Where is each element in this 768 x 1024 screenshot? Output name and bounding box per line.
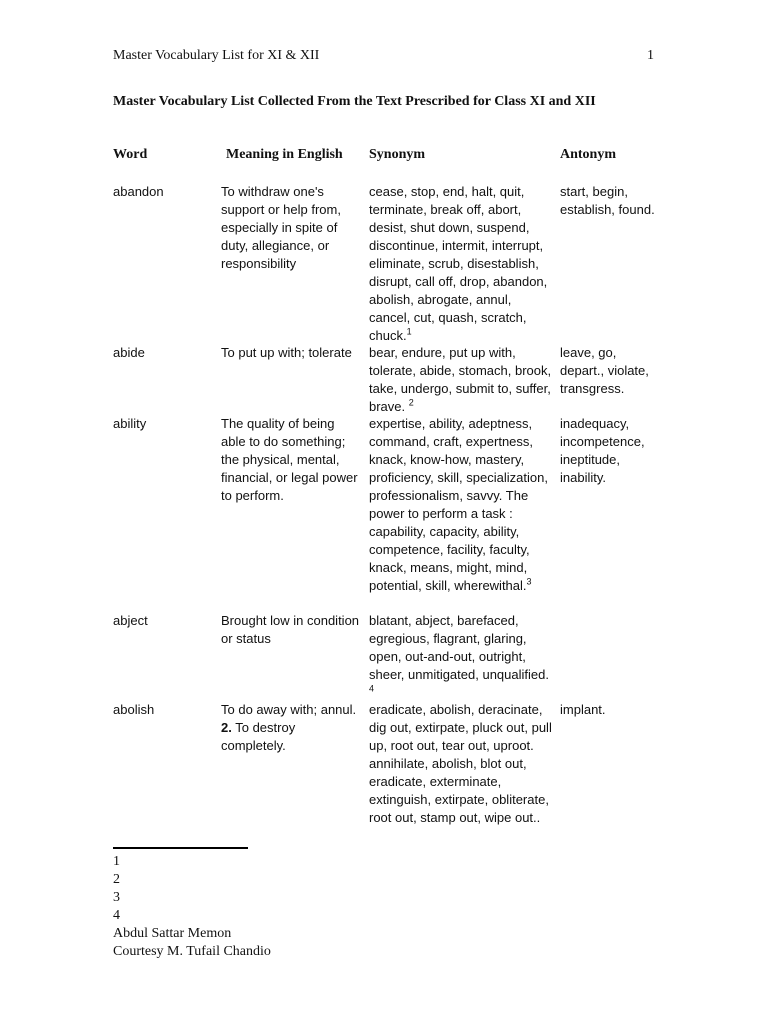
- footnote-ref[interactable]: 2: [408, 397, 414, 408]
- column-header-antonym: Antonym: [560, 147, 617, 162]
- meaning-text: To do away with; annul.: [221, 702, 357, 717]
- antonym-cell: implant.: [560, 702, 606, 717]
- meaning-cell: Brought low in condition or status: [221, 613, 360, 646]
- word-cell: abide: [113, 345, 145, 360]
- document-title: Master Vocabulary List Collected From the Text Prescribed for Class XI and XII: [113, 94, 596, 109]
- footnote-number: 1: [113, 854, 120, 869]
- synonym-text: bear, endure, put up with, tolerate, abide, stomach, brook, take, undergo, submit to, suffer, brave.: [369, 345, 552, 414]
- footnote-ref[interactable]: 3: [526, 576, 532, 587]
- page-number: 1: [647, 48, 654, 63]
- meaning-text: To destroy completely.: [221, 720, 296, 753]
- antonym-cell: start, begin, establish, found.: [560, 184, 655, 217]
- synonym-cell: [369, 344, 552, 416]
- footnote-ref[interactable]: 1: [406, 326, 412, 337]
- word-cell: abandon: [113, 184, 164, 199]
- courtesy-line: Courtesy M. Tufail Chandio: [113, 944, 271, 959]
- footnote-number: 3: [113, 890, 120, 905]
- column-header-word: Word: [113, 147, 148, 162]
- footnote-number: 2: [113, 872, 120, 887]
- synonym-cell: [369, 612, 552, 702]
- footnote-ref[interactable]: 4: [369, 683, 375, 694]
- running-header: Master Vocabulary List for XI & XII: [113, 48, 320, 63]
- meaning-cell: To withdraw one's support or help from, especially in spite of duty, allegiance, or responsibility: [221, 184, 341, 271]
- word-cell: abolish: [113, 702, 155, 717]
- word-cell: abject: [113, 613, 148, 628]
- footnote-number: 4: [113, 908, 120, 923]
- footnote-separator: [113, 847, 248, 849]
- meaning-cell: To put up with; tolerate: [221, 345, 352, 360]
- meaning-cell: [221, 701, 361, 755]
- synonym-text: cease, stop, end, halt, quit, terminate, break off, abort, desist, shut down, suspend, discontinue, intermit, interrupt, eliminate, scrub, disestablish, disrupt, call off, drop, abandon, abolish, abrogate, annul, cancel, cut, quash, scratch, chuck.: [369, 184, 548, 343]
- synonym-text: blatant, abject, barefaced, egregious, flagrant, glaring, open, out-and-out, outright, sheer, unmitigated, unqualified.: [369, 613, 549, 682]
- synonym-cell: eradicate, abolish, deracinate, dig out, extirpate, pluck out, pull up, root out, tear out, uproot. annihilate, abolish, blot out, eradicate, exterminate, extinguish, extirpate, obliterate, root out, stamp out, wipe out..: [369, 702, 552, 825]
- author-name: Abdul Sattar Memon: [113, 926, 232, 941]
- antonym-cell: leave, go, depart., violate, transgress.: [560, 345, 649, 396]
- synonym-text: expertise, ability, adeptness, command, craft, expertness, knack, know-how, mastery, proficiency, skill, specialization, professionalism, savvy. The power to perform a task : capability, capacity, ability, competence, facility, faculty, knack, means, might, mind, potential, skill, wherewithal.: [369, 416, 548, 593]
- synonym-cell: [369, 415, 552, 595]
- column-header-meaning: Meaning in English: [226, 147, 343, 162]
- synonym-cell: [369, 183, 552, 345]
- sense-number: 2.: [221, 720, 232, 735]
- antonym-cell: inadequacy, incompetence, ineptitude, inability.: [560, 416, 645, 485]
- meaning-cell: The quality of being able to do something; the physical, mental, financial, or legal power to perform.: [221, 416, 358, 503]
- column-header-synonym: Synonym: [369, 147, 426, 162]
- word-cell: ability: [113, 416, 147, 431]
